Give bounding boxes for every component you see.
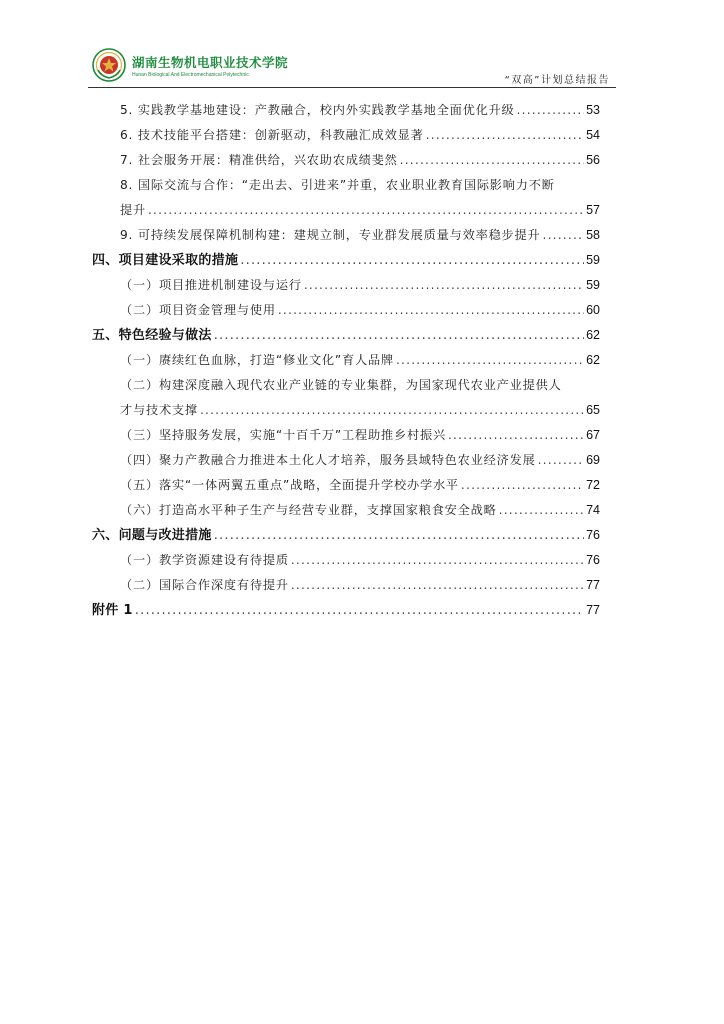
toc-entry[interactable] xyxy=(92,498,600,523)
toc-page-number: 54 xyxy=(586,128,600,142)
toc-entry[interactable] xyxy=(92,423,600,448)
table-of-contents xyxy=(92,98,600,623)
toc-page-number: 60 xyxy=(586,303,600,317)
toc-page-number: 62 xyxy=(586,328,600,342)
toc-entry-title: 8. 国际交流与合作：“走出去、引进来”并重，农业职业教育国际影响力不断 xyxy=(120,178,555,192)
toc-page-number: 56 xyxy=(586,153,600,167)
toc-entry-title: （一）赓续红色血脉，打造“修业文化”育人品牌 xyxy=(120,353,394,367)
toc-leader-dots xyxy=(517,98,585,123)
toc-page-number: 59 xyxy=(586,253,600,267)
toc-entry-title: 7. 社会服务开展：精准供给，兴农助农成绩斐然 xyxy=(120,153,398,167)
toc-entry[interactable] xyxy=(92,298,600,323)
toc-leader-dots xyxy=(543,223,585,248)
toc-entry-title: （二）国际合作深度有待提升 xyxy=(120,578,289,592)
toc-entry[interactable] xyxy=(92,98,600,123)
toc-leader-dots xyxy=(448,423,584,448)
toc-leader-dots xyxy=(214,523,584,548)
toc-entry[interactable] xyxy=(92,148,600,173)
toc-entry-title: 四、项目建设采取的措施 xyxy=(92,253,239,268)
toc-entry-title: （二）构建深度融入现代农业产业链的专业集群，为国家现代农业产业提供人 xyxy=(120,378,562,392)
toc-entry[interactable] xyxy=(92,273,600,298)
school-name-en: Hunan Biological And Electromechanical Polytechnic xyxy=(132,71,249,78)
toc-page-number: 76 xyxy=(586,528,600,542)
toc-page-number: 58 xyxy=(586,228,600,242)
toc-page-number: 69 xyxy=(586,453,600,467)
report-title: “双高”计划总结报告 xyxy=(504,75,610,86)
toc-page-number: 59 xyxy=(586,278,600,292)
toc-leader-dots xyxy=(148,198,584,223)
toc-leader-dots xyxy=(200,398,584,423)
toc-entry[interactable] xyxy=(92,448,600,473)
toc-page-number: 77 xyxy=(586,603,600,617)
toc-entry[interactable] xyxy=(92,398,600,423)
toc-page-number: 53 xyxy=(586,103,600,117)
toc-section-heading[interactable] xyxy=(92,523,600,548)
toc-page-number: 67 xyxy=(586,428,600,442)
school-logo xyxy=(92,48,288,82)
toc-leader-dots xyxy=(426,123,584,148)
toc-page-number: 74 xyxy=(586,503,600,517)
toc-leader-dots xyxy=(461,473,584,498)
toc-entry[interactable] xyxy=(92,223,600,248)
toc-page-number: 76 xyxy=(586,553,600,567)
toc-page-number: 65 xyxy=(586,403,600,417)
school-name-cn: 湖南生物机电职业技术学院 xyxy=(132,54,289,70)
toc-section-heading[interactable] xyxy=(92,598,600,623)
toc-leader-dots xyxy=(291,573,584,598)
toc-leader-dots xyxy=(240,248,584,273)
toc-entry-title: （一）项目推进机制建设与运行 xyxy=(120,278,302,292)
toc-section-heading[interactable] xyxy=(92,323,600,348)
toc-leader-dots xyxy=(214,323,584,348)
toc-leader-dots xyxy=(291,548,584,573)
toc-entry-title: 附件 1 xyxy=(92,603,133,618)
toc-entry-title: 五、特色经验与做法 xyxy=(92,328,212,343)
toc-entry-title: （六）打造高水平种子生产与经营专业群，支撑国家粮食安全战略 xyxy=(120,503,497,517)
toc-entry-title: 9. 可持续发展保障机制构建：建规立制，专业群发展质量与效率稳步提升 xyxy=(120,228,541,242)
toc-page-number: 72 xyxy=(586,478,600,492)
toc-entry[interactable] xyxy=(92,198,600,223)
toc-section-heading[interactable] xyxy=(92,248,600,273)
toc-entry[interactable] xyxy=(92,548,600,573)
toc-page-number: 62 xyxy=(586,353,600,367)
header-divider xyxy=(88,87,616,88)
toc-entry-title: （五）落实“一体两翼五重点”战略，全面提升学校办学水平 xyxy=(120,478,459,492)
toc-entry-title: 5. 实践教学基地建设：产教融合，校内外实践教学基地全面优化升级 xyxy=(120,103,515,117)
toc-entry[interactable] xyxy=(92,173,600,198)
toc-entry-title: （二）项目资金管理与使用 xyxy=(120,303,276,317)
page-header xyxy=(88,46,616,90)
toc-leader-dots xyxy=(400,148,584,173)
toc-entry[interactable] xyxy=(92,348,600,373)
toc-entry-title: （三）坚持服务发展，实施“十百千万”工程助推乡村振兴 xyxy=(120,428,446,442)
toc-leader-dots xyxy=(304,273,584,298)
toc-page-number: 57 xyxy=(586,203,600,217)
toc-leader-dots xyxy=(278,298,584,323)
toc-entry[interactable] xyxy=(92,373,600,398)
toc-entry-title: （四）聚力产教融合力推进本土化人才培养，服务县域特色农业经济发展 xyxy=(120,453,536,467)
toc-page-number: 77 xyxy=(586,578,600,592)
toc-leader-dots xyxy=(396,348,584,373)
toc-entry-title: 提升 xyxy=(120,203,146,217)
toc-entry[interactable] xyxy=(92,473,600,498)
toc-leader-dots xyxy=(538,448,584,473)
toc-entry-title: 才与技术支撑 xyxy=(120,403,198,417)
toc-entry[interactable] xyxy=(92,123,600,148)
toc-entry-title: 6. 技术技能平台搭建：创新驱动，科教融汇成效显著 xyxy=(120,128,424,142)
school-seal-icon xyxy=(92,48,126,82)
toc-leader-dots xyxy=(499,498,584,523)
toc-entry-title: 六、问题与改进措施 xyxy=(92,528,212,543)
toc-entry[interactable] xyxy=(92,573,600,598)
toc-entry-title: （一）教学资源建设有待提质 xyxy=(120,553,289,567)
toc-leader-dots xyxy=(135,598,584,623)
